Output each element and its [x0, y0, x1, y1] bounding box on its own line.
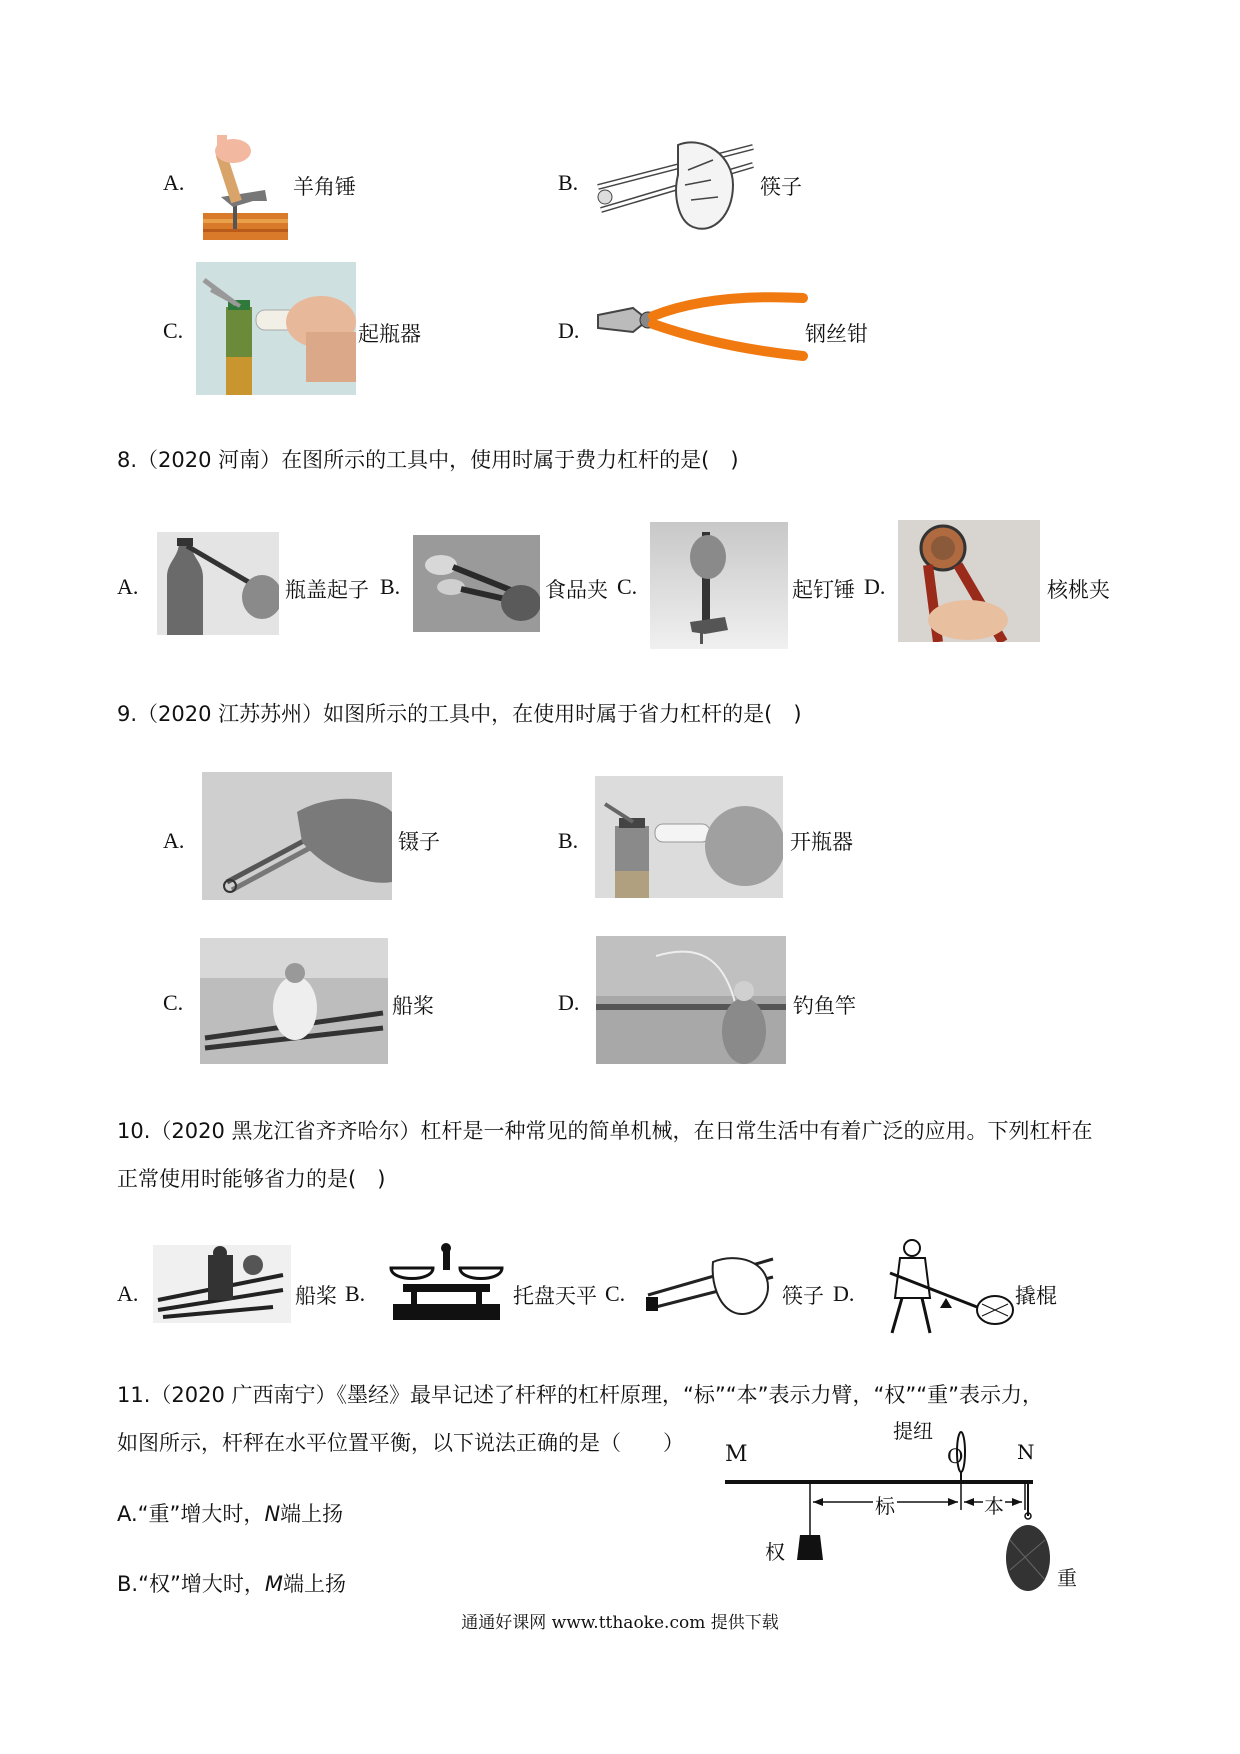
- option-label: 起钉锤: [792, 578, 855, 602]
- hanging-load: [1006, 1525, 1050, 1591]
- option-letter: A.: [163, 828, 185, 853]
- fishing-rod-image: [596, 936, 786, 1064]
- option-letter: B.: [380, 574, 401, 599]
- option-label: 镊子: [398, 830, 440, 854]
- rowing-oars-image: [200, 938, 388, 1064]
- label-n: N: [1017, 1440, 1035, 1464]
- question-11-stem-line2: 如图所示，杆秤在水平位置平衡，以下说法正确的是（ ）: [117, 1431, 684, 1455]
- option-label: 钓鱼竿: [793, 994, 856, 1018]
- label-cord: 提纽: [893, 1419, 933, 1443]
- variable-n: N: [264, 1502, 281, 1526]
- option-letter: C.: [163, 318, 184, 343]
- option-letter: C.: [617, 574, 638, 599]
- option-label: 托盘天平: [513, 1284, 597, 1308]
- chopsticks-sketch-image: [643, 1247, 778, 1323]
- question-11-option-a: A.“重”增大时，N端上扬: [117, 1502, 344, 1526]
- option-letter: A.: [163, 170, 185, 195]
- option-label: 起瓶器: [358, 322, 421, 346]
- option-letter: D.: [864, 574, 886, 599]
- option-label: 撬棍: [1015, 1284, 1057, 1308]
- question-9-stem: 9.（2020 江苏苏州）如图所示的工具中，在使用时属于省力杠杆的是( ): [117, 702, 802, 726]
- label-weight-left: 权: [765, 1540, 785, 1564]
- option-label: 筷子: [760, 175, 802, 199]
- option-letter: B.: [558, 170, 579, 195]
- balance-scale-image: [383, 1242, 510, 1326]
- option-letter: D.: [558, 318, 580, 343]
- question-11-option-b: B.“权”增大时，M端上扬: [117, 1572, 346, 1596]
- pliers-image: [593, 290, 808, 365]
- label-o: O: [947, 1444, 964, 1468]
- page-footer: 通通好课网 www.tthaoke.com 提供下载: [461, 1613, 779, 1633]
- counterweight: [797, 1535, 823, 1560]
- option-letter: A.: [117, 574, 139, 599]
- option-label: 开瓶器: [790, 830, 853, 854]
- option-letter: D.: [833, 1281, 855, 1306]
- option-label: 船桨: [392, 994, 434, 1018]
- food-tongs-image: [413, 535, 540, 632]
- steelyard-diagram: [725, 1420, 1085, 1600]
- claw-hammer-image: [203, 135, 288, 240]
- rowing-sketch-image: [153, 1245, 291, 1323]
- bottle-opener-image: [595, 776, 783, 898]
- option-label: 船桨: [295, 1284, 337, 1308]
- tweezers-image: [202, 772, 392, 900]
- variable-m: M: [264, 1572, 283, 1596]
- option-label: 瓶盖起子: [285, 578, 369, 602]
- bottle-cap-opener-image: [157, 532, 279, 635]
- option-letter: A.: [117, 1281, 139, 1306]
- label-m: M: [725, 1442, 748, 1467]
- option-letter: C.: [163, 990, 184, 1015]
- option-label: 钢丝钳: [805, 322, 868, 346]
- option-letter: D.: [558, 990, 580, 1015]
- chopsticks-image: [593, 135, 758, 240]
- question-11-stem-line1: 11.（2020 广西南宁）《墨经》最早记述了杆秤的杠杆原理，“标”“本”表示力臂，“权”“重”表示力，: [117, 1383, 1044, 1407]
- option-label: 核桃夹: [1047, 578, 1110, 602]
- option-label: 食品夹: [545, 578, 608, 602]
- option-label: 筷子: [782, 1284, 824, 1308]
- question-8-stem: 8.（2020 河南）在图所示的工具中，使用时属于费力杠杆的是( ): [117, 448, 739, 472]
- question-10-stem-line1: 10.（2020 黑龙江省齐齐哈尔）杠杆是一种常见的简单机械，在日常生活中有着广泛的应用。下列杠杆在: [117, 1119, 1093, 1143]
- option-letter: C.: [605, 1281, 626, 1306]
- label-weight-right: 重: [1057, 1566, 1077, 1590]
- label-arm-left: 标: [873, 1490, 897, 1519]
- option-label: 羊角锤: [293, 175, 356, 199]
- option-letter: B.: [345, 1281, 366, 1306]
- question-10-stem-line2: 正常使用时能够省力的是( ): [117, 1167, 386, 1191]
- option-letter: B.: [558, 828, 579, 853]
- bottle-opener-photo-image: [196, 262, 356, 395]
- crowbar-worker-image: [870, 1238, 1020, 1336]
- label-arm-right: 本: [983, 1490, 1005, 1519]
- nail-hammer-image: [650, 522, 788, 649]
- walnut-cracker-image: [898, 520, 1040, 642]
